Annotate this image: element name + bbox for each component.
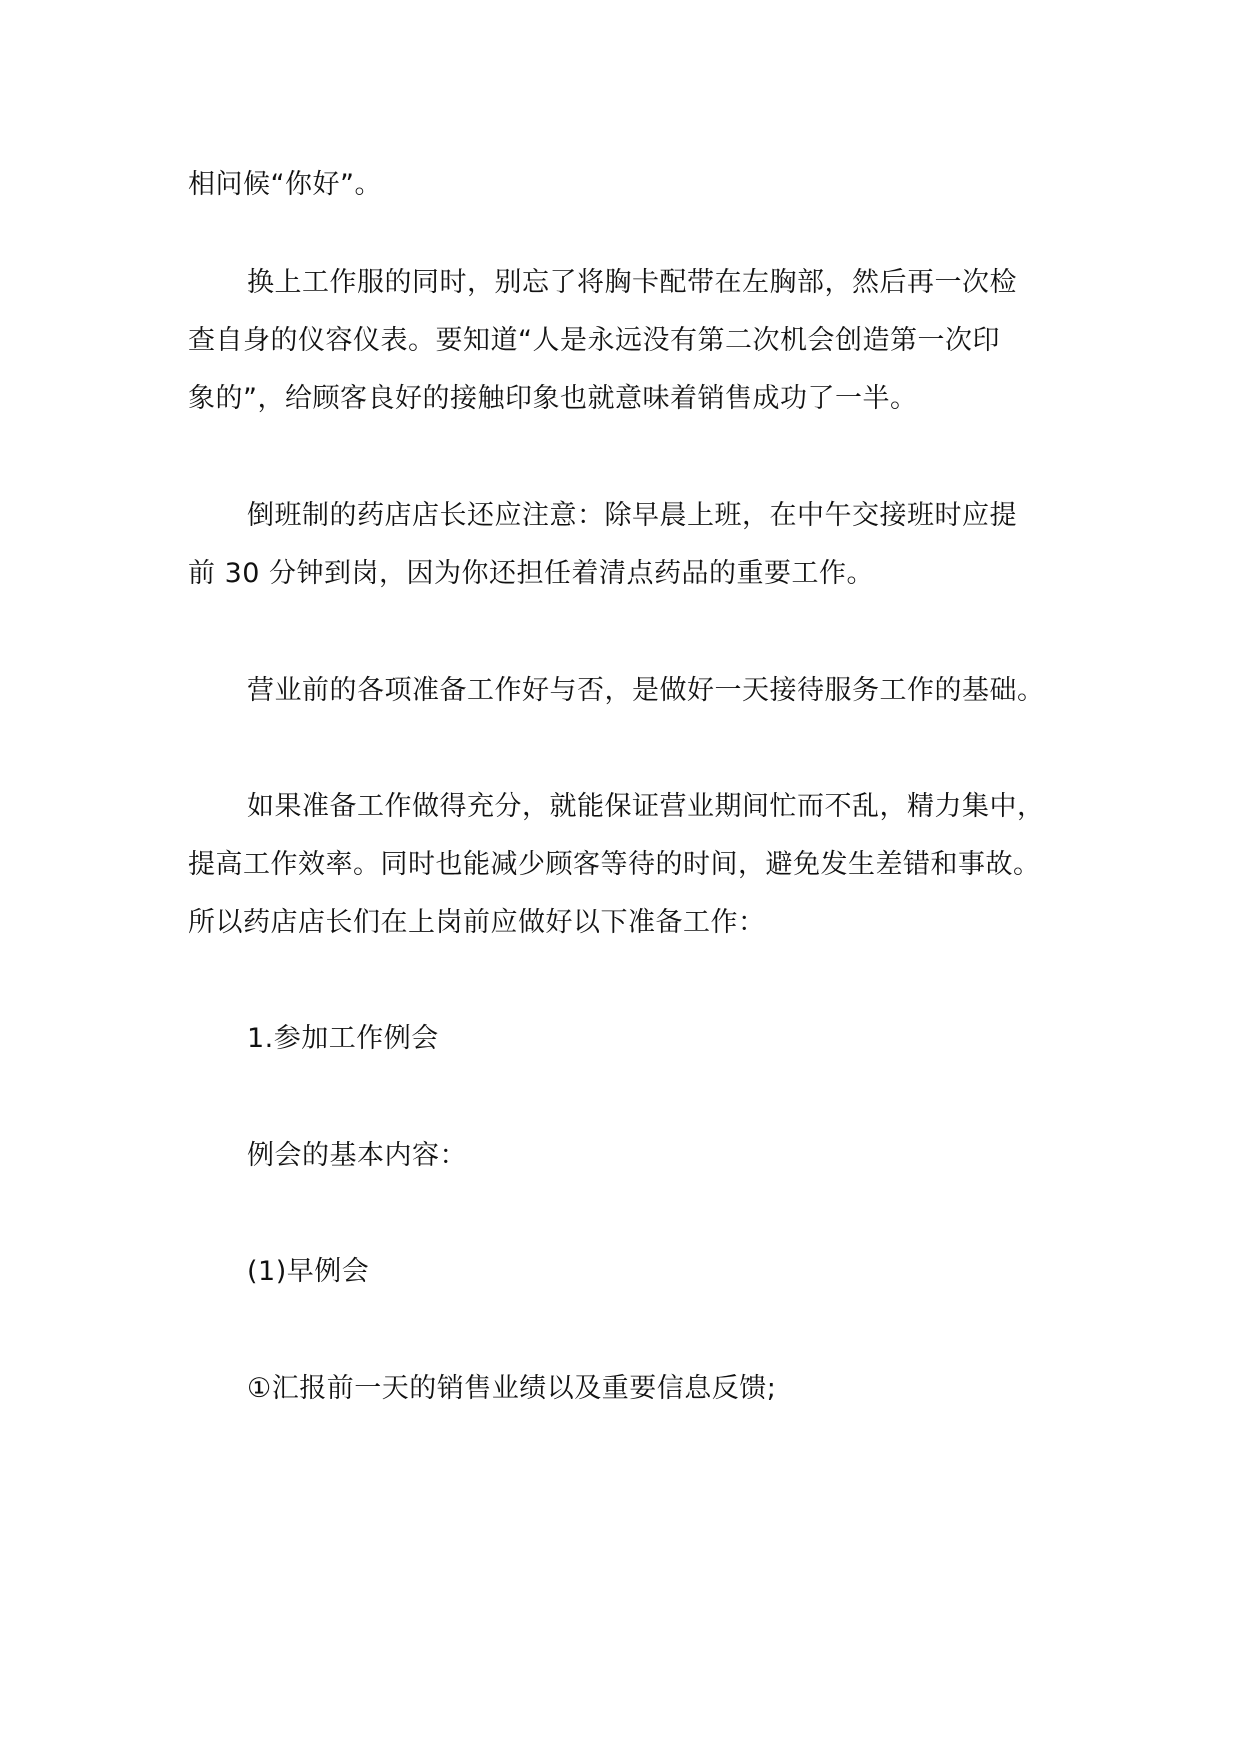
paragraph-uniform-line-3: 象的”，给顾客良好的接触印象也就意味着销售成功了一半。 bbox=[188, 383, 918, 414]
meeting-item-1: ①汇报前一天的销售业绩以及重要信息反馈; bbox=[247, 1373, 777, 1404]
paragraph-shift-line-1: 倒班制的药店店长还应注意：除早晨上班，在中午交接班时应提 bbox=[247, 500, 1017, 531]
meeting-content-label: 例会的基本内容： bbox=[247, 1140, 467, 1171]
text-line-continuation: 相问候“你好”。 bbox=[188, 169, 382, 200]
paragraph-uniform-line-1: 换上工作服的同时，别忘了将胸卡配带在左胸部，然后再一次检 bbox=[247, 267, 1017, 298]
paragraph-preparation: 营业前的各项准备工作好与否，是做好一天接待服务工作的基础。 bbox=[247, 675, 1045, 706]
morning-meeting-heading: (1)早例会 bbox=[247, 1256, 370, 1287]
paragraph-shift-line-2: 前 30 分钟到岗，因为你还担任着清点药品的重要工作。 bbox=[188, 558, 875, 589]
paragraph-efficiency-line-3: 所以药店店长们在上岗前应做好以下准备工作： bbox=[188, 907, 766, 938]
section-heading-meeting: 1.参加工作例会 bbox=[247, 1023, 439, 1054]
paragraph-efficiency-line-1: 如果准备工作做得充分，就能保证营业期间忙而不乱，精力集中， bbox=[247, 791, 1045, 822]
paragraph-uniform-line-2: 查自身的仪容仪表。要知道“人是永远没有第二次机会创造第一次印 bbox=[188, 325, 1000, 356]
paragraph-efficiency-line-2: 提高工作效率。同时也能减少顾客等待的时间，避免发生差错和事故。 bbox=[188, 849, 1041, 880]
